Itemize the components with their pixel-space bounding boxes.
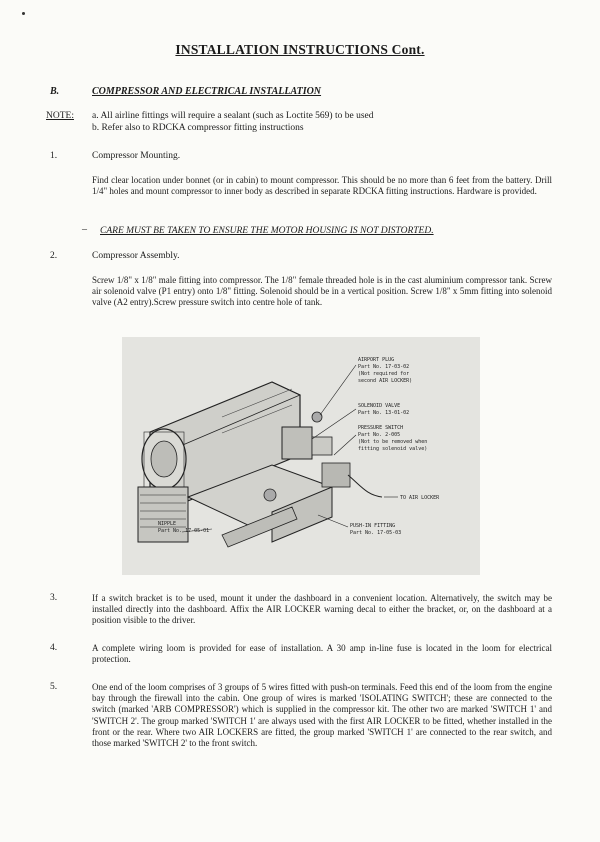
note-item-b: b. Refer also to RDCKA compressor fitting instructions: [92, 123, 304, 133]
step-number: 3.: [50, 593, 58, 603]
step-number: 2.: [50, 251, 58, 261]
compressor-diagram: [122, 337, 480, 575]
scan-dash: –: [82, 224, 87, 235]
caution-text: CARE MUST BE TAKEN TO ENSURE THE MOTOR HOUSING IS NOT DISTORTED.: [100, 226, 434, 236]
step-body: Find clear location under bonnet (or in cabin) to mount compressor. This should be no more than 6 feet from the battery. Drill 1/4" holes and mount compressor to inner body as described in separate RDCKA fitting instructions. Hardware is provided.: [92, 175, 552, 197]
step-number: 4.: [50, 643, 58, 653]
page-title: INSTALLATION INSTRUCTIONS Cont.: [175, 42, 425, 57]
section-title: COMPRESSOR AND ELECTRICAL INSTALLATION: [92, 86, 322, 97]
callout-pressure-switch: PRESSURE SWITCH Part No. 2-005 (Not to be removed when fitting solenoid valve): [358, 425, 428, 452]
callout-solenoid-valve: SOLENOID VALVE Part No. 13-01-02: [358, 403, 410, 416]
note-item-a: a. All airline fittings will require a sealant (such as Loctite 569) to be used: [92, 111, 374, 121]
callout-airport-plug: AIRPORT PLUG Part No. 17-03-02 (Not required for second AIR LOCKER): [358, 357, 413, 384]
step-number: 5.: [50, 682, 58, 692]
note-label: NOTE:: [46, 111, 74, 121]
step-heading: Compressor Mounting.: [92, 151, 181, 161]
scan-speck: [22, 12, 25, 15]
step-number: 1.: [50, 151, 58, 161]
section-number: B.: [50, 86, 60, 97]
callout-nipple: NIPPLE Part No. 17-05-01: [158, 521, 210, 534]
step-body: A complete wiring loom is provided for ease of installation. A 30 amp in-line fuse is located in the loom for electrical protection.: [92, 643, 552, 665]
step-heading: Compressor Assembly.: [92, 251, 180, 261]
step-body: One end of the loom comprises of 3 groups of 5 wires fitted with push-on terminals. Feed this end of the loom from the engine bay through the firewall into the cabin. One group of wires is marked 'ISOLATING SWITCH'; these are connected to the switch (marked 'ARB COMPRESSOR') which is supplied in the compressor kit. The other two are marked 'SWITCH 1' and 'SWITCH 2'. The group marked 'SWITCH 1' are always used with the first AIR LOCKER to be fitted, whether installed in the front or the rear. Where two AIR LOCKERS are fitted, the group marked 'SWITCH 1' are connected to the rear switch, and those marked 'SWITCH 2' to the front switch.: [92, 682, 552, 749]
step-body: Screw 1/8" x 1/8" male fitting into compressor. The 1/8" female threaded hole is in the cast aluminium compressor tank. Screw air solenoid valve (P1 entry) onto 1/8" fitting. Solenoid should be in a vertical position. Screw 1/8" x 5mm fitting into solenoid valve (A2 entry).Screw pressure switch into centre hole of tank.: [92, 275, 552, 308]
step-body: If a switch bracket is to be used, mount it under the dashboard in a convenient location. Alternatively, the switch may be installed directly into the dashboard. Affix the AIR LOCKER warning decal to either the bracket, or, on the dashboard at a position visible to the driver.: [92, 593, 552, 626]
callout-to-air-locker: TO AIR LOCKER: [400, 495, 440, 501]
callout-push-in-fitting: PUSH-IN FITTING Part No. 17-05-03: [350, 523, 402, 536]
